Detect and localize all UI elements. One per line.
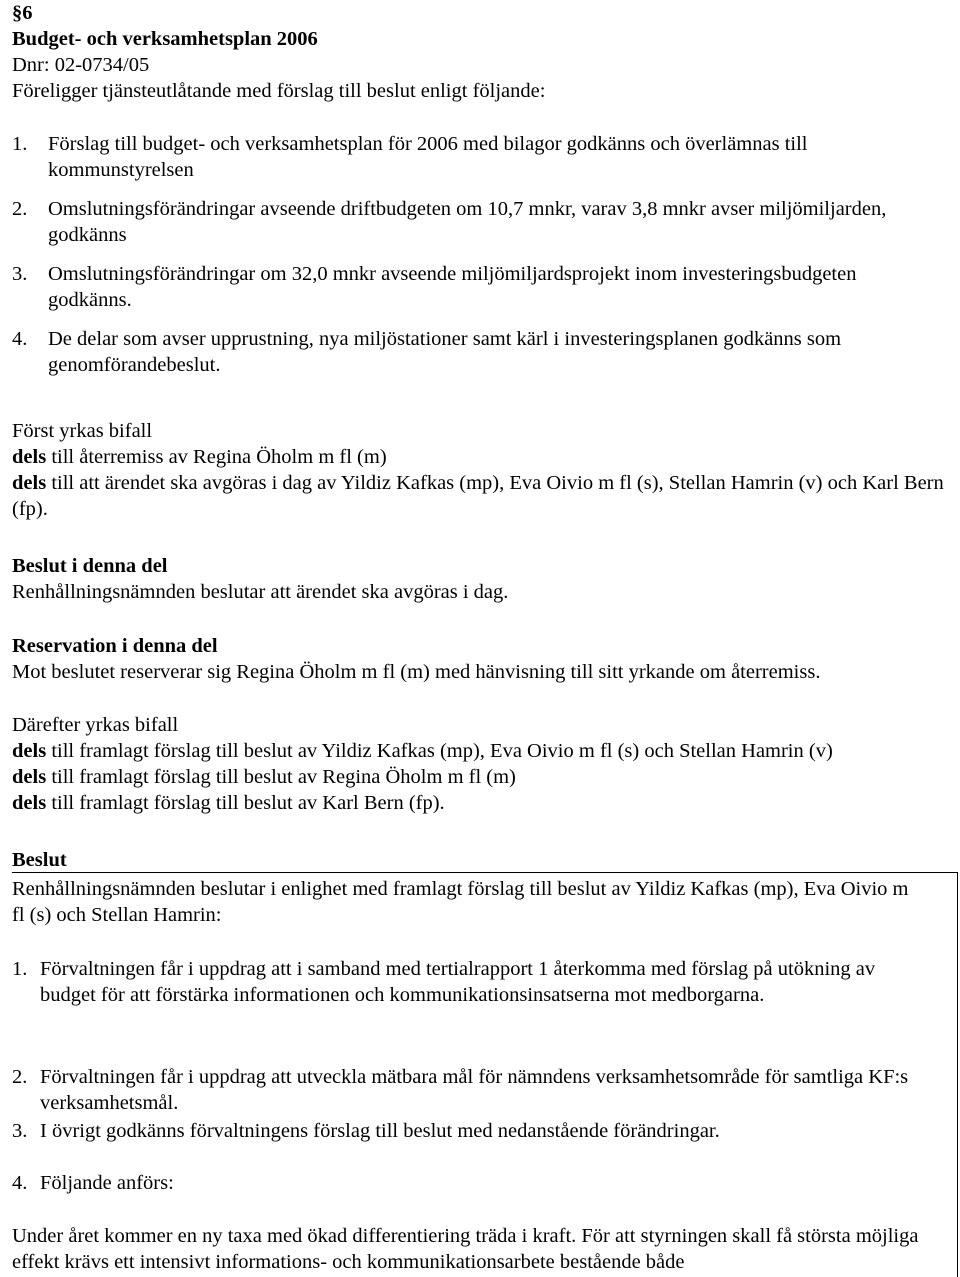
- item-text: Följande anförs:: [40, 1172, 174, 1194]
- proposal-item: [12, 196, 932, 248]
- proposal-item: [12, 261, 932, 313]
- motion-line: [12, 738, 952, 764]
- dels-label: dels: [12, 740, 47, 762]
- proposal-item: [12, 326, 932, 378]
- decision-item: [12, 1170, 920, 1196]
- decision-item: [12, 956, 920, 1008]
- item-text: Omslutningsförändringar avseende driftbudgeten om 10,7 mnkr, varav 3,8 mnkr avser miljömiljarden, godkänns: [48, 198, 887, 246]
- motion-line: [12, 790, 952, 816]
- proposal-item: [12, 131, 932, 183]
- item-text: I övrigt godkänns förvaltningens förslag till beslut med nedanstående förändringar.: [40, 1120, 720, 1142]
- motion-heading: Först yrkas bifall: [12, 420, 153, 442]
- dels-label: dels: [12, 446, 47, 468]
- motion-text: till återremiss av Regina Öholm m fl (m): [46, 446, 387, 468]
- decision-part: [12, 553, 952, 605]
- motion-line: [12, 444, 952, 470]
- item-number: 4.: [12, 1172, 28, 1194]
- section-header: [12, 0, 952, 104]
- intro-text: Föreligger tjänsteutlåtande med förslag till beslut enligt följande:: [12, 80, 546, 102]
- proposal-list: [12, 131, 932, 378]
- decision-heading: Beslut: [12, 849, 67, 871]
- item-number: 4.: [12, 328, 28, 350]
- decision-closing: Under året kommer en ny taxa med ökad differentiering träda i kraft. För att styrningen skall få största möjliga effekt krävs ett intensivt informations- och kommunikationsarbete bestående både: [12, 1225, 919, 1273]
- item-number: 3.: [12, 1120, 28, 1142]
- reservation-part: [12, 633, 952, 685]
- decision-part-heading: Beslut i denna del: [12, 555, 168, 577]
- motion-text: till framlagt förslag till beslut av Regina Öholm m fl (m): [46, 766, 516, 788]
- registration-number: Dnr: 02-0734/05: [12, 54, 150, 76]
- item-number: 3.: [12, 263, 28, 285]
- item-text: Förslag till budget- och verksamhetsplan för 2006 med bilagor godkänns och överlämnas till kommunstyrelsen: [48, 133, 808, 181]
- item-number: 2.: [12, 198, 28, 220]
- motion-heading: Därefter yrkas bifall: [12, 714, 179, 736]
- second-motion: [12, 712, 952, 816]
- reservation-heading: Reservation i denna del: [12, 635, 218, 657]
- reservation-text: Mot beslutet reserverar sig Regina Öholm m fl (m) med hänvisning till sitt yrkande om återremiss.: [12, 661, 821, 683]
- dels-label: dels: [12, 472, 47, 494]
- item-text: De delar som avser upprustning, nya miljöstationer samt kärl i investeringsplanen godkänns som genomförandebeslut.: [48, 328, 842, 376]
- item-text: Förvaltningen får i uppdrag att i samband med tertialrapport 1 återkomma med förslag på utökning av budget för att förstärka informationen och kommunikationsinsatserna mot medborgarna.: [40, 958, 876, 1006]
- dels-label: dels: [12, 766, 47, 788]
- dels-label: dels: [12, 792, 47, 814]
- decision-item: [12, 1118, 920, 1144]
- item-number: 2.: [12, 1066, 28, 1088]
- motion-text: till att ärendet ska avgöras i dag av Yildiz Kafkas (mp), Eva Oivio m fl (s), Stellan Hamrin (v) och Karl Bern (fp).: [12, 472, 944, 520]
- section-number: §6: [12, 2, 33, 24]
- item-number: 1.: [12, 958, 28, 980]
- document-title: Budget- och verksamhetsplan 2006: [12, 28, 318, 50]
- item-number: 1.: [12, 133, 28, 155]
- motion-line: [12, 764, 952, 790]
- motion-text: till framlagt förslag till beslut av Karl Bern (fp).: [46, 792, 445, 814]
- item-text: Omslutningsförändringar om 32,0 mnkr avseende miljömiljardsprojekt inom investeringsbudgeten godkänns.: [48, 263, 857, 311]
- first-motion: [12, 418, 952, 522]
- decision-intro: Renhållningsnämnden beslutar i enlighet med framlagt förslag till beslut av Yildiz Kafkas (mp), Eva Oivio m fl (s) och Stellan Hamrin:: [12, 878, 909, 926]
- decision-part-text: Renhållningsnämnden beslutar att ärendet ska avgöras i dag.: [12, 581, 509, 603]
- item-text: Förvaltningen får i uppdrag att utveckla mätbara mål för nämndens verksamhetsområde för samtliga KF:s verksamhetsmål.: [40, 1066, 909, 1114]
- motion-line: [12, 470, 952, 522]
- motion-text: till framlagt förslag till beslut av Yildiz Kafkas (mp), Eva Oivio m fl (s) och Stellan Hamrin (v): [46, 740, 833, 762]
- decision-item: [12, 1064, 920, 1116]
